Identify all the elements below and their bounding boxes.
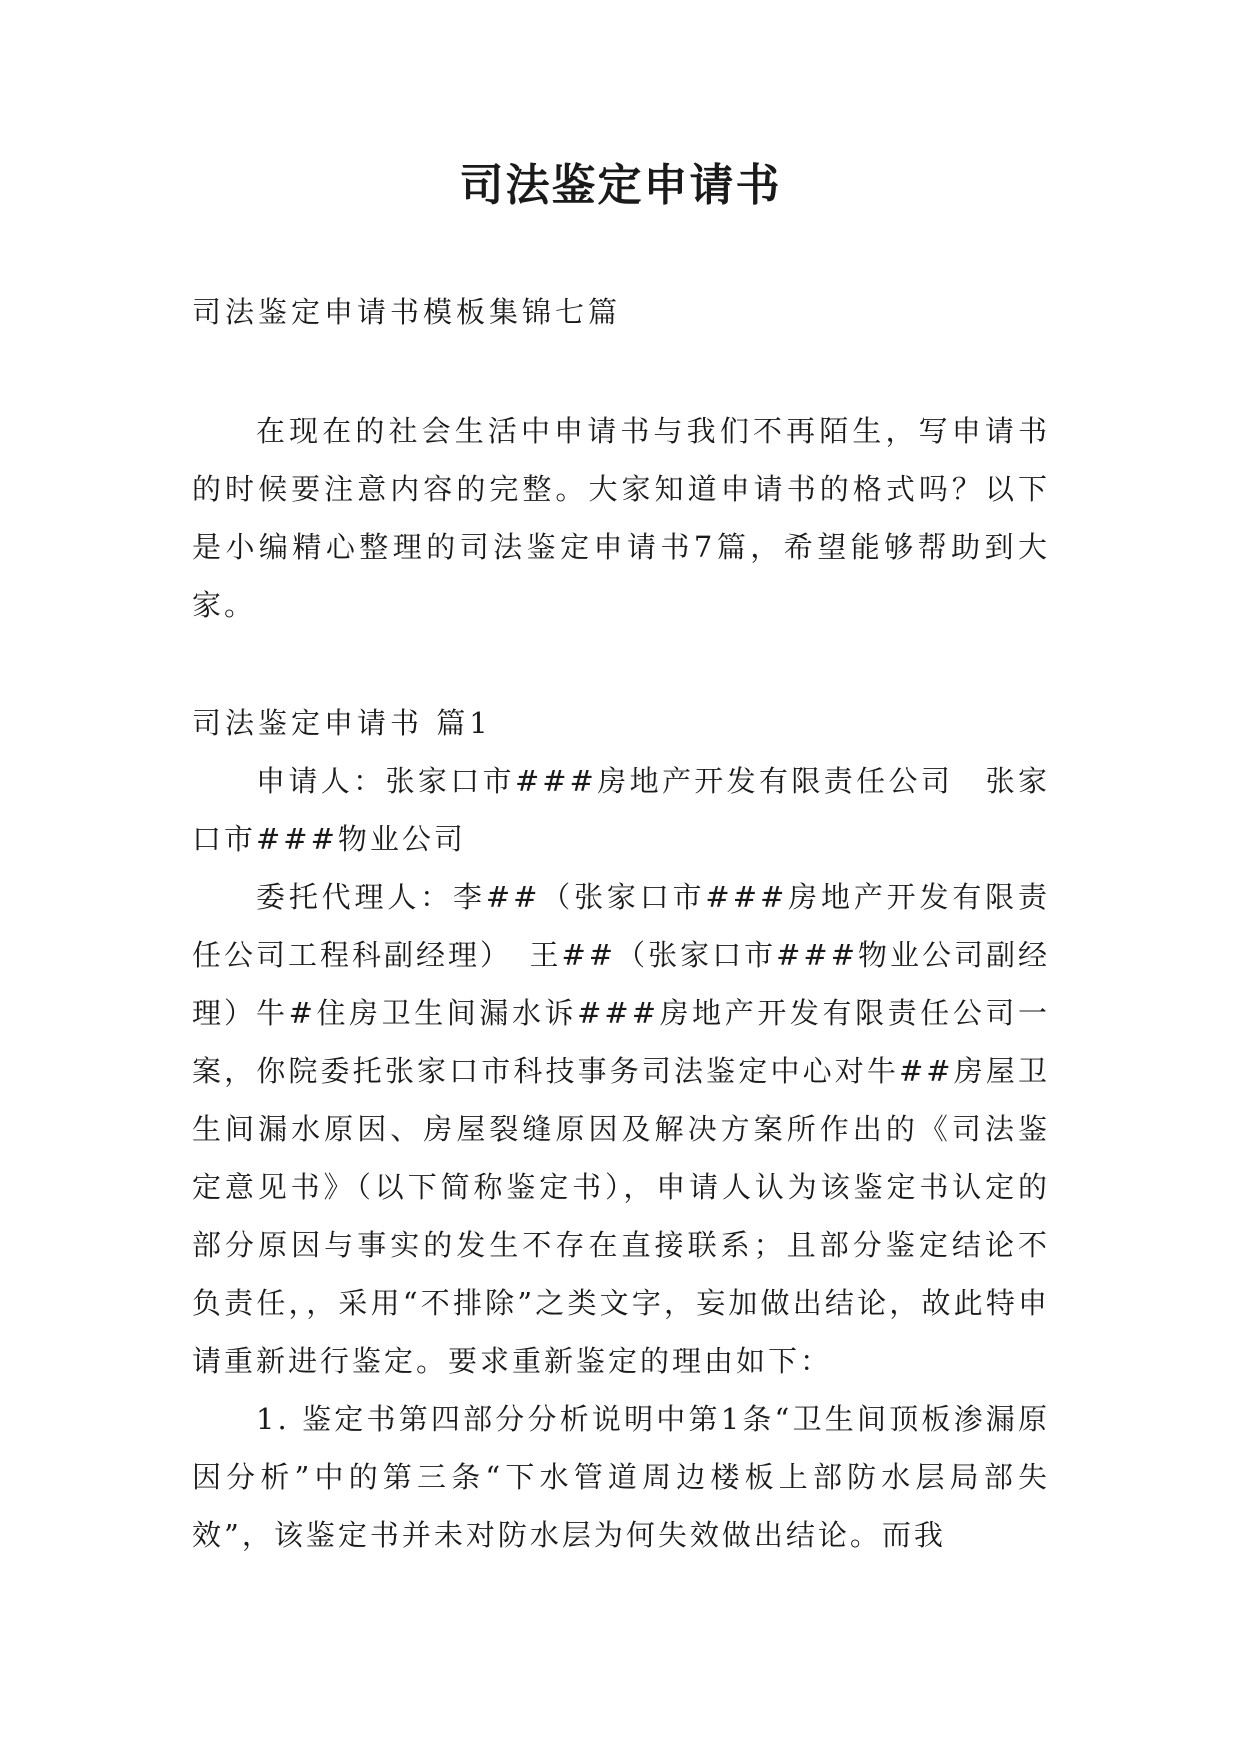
reason-1-paragraph: 1. 鉴定书第四部分分析说明中第1条“卫生间顶板渗漏原因分析”中的第三条“下水管道周边楼板上部防水层局部失效”，该鉴定书并未对防水层为何失效做出结论。而我: [192, 1402, 1050, 1552]
case-paragraph: 牛#住房卫生间漏水诉###房地产开发有限责任公司一案，你院委托张家口市科技事务司法鉴定中心对牛##房屋卫生间漏水原因、房屋裂缝原因及解决方案所作出的《司法鉴定意见书》（以下简称鉴定书），申请人认为该鉴定书认定的部分原因与事实的发生不存在直接联系；且部分鉴定结论不负责任，，采用“不排除”之类文字，妄加做出结论，故此特申请重新进行鉴定。要求重新鉴定的理由如下：: [192, 996, 1050, 1378]
applicant-paragraph: 申请人：张家口市###房地产开发有限责任公司 张家口市###物业公司: [192, 764, 1050, 856]
section-heading: 司法鉴定申请书 篇1: [192, 706, 492, 740]
agent-paragraph: 委托代理人：李##（张家口市###房地产开发有限责任公司工程科副经理） 王##（张家口市###物业公司副经理）: [192, 880, 1050, 1030]
document-subtitle: 司法鉴定申请书模板集锦七篇: [192, 295, 622, 329]
document-title: 司法鉴定申请书: [459, 160, 782, 211]
intro-paragraph: 在现在的社会生活中申请书与我们不再陌生，写申请书的时候要注意内容的完整。大家知道申请书的格式吗？以下是小编精心整理的司法鉴定申请书7篇，希望能够帮助到大家。: [192, 414, 1050, 622]
